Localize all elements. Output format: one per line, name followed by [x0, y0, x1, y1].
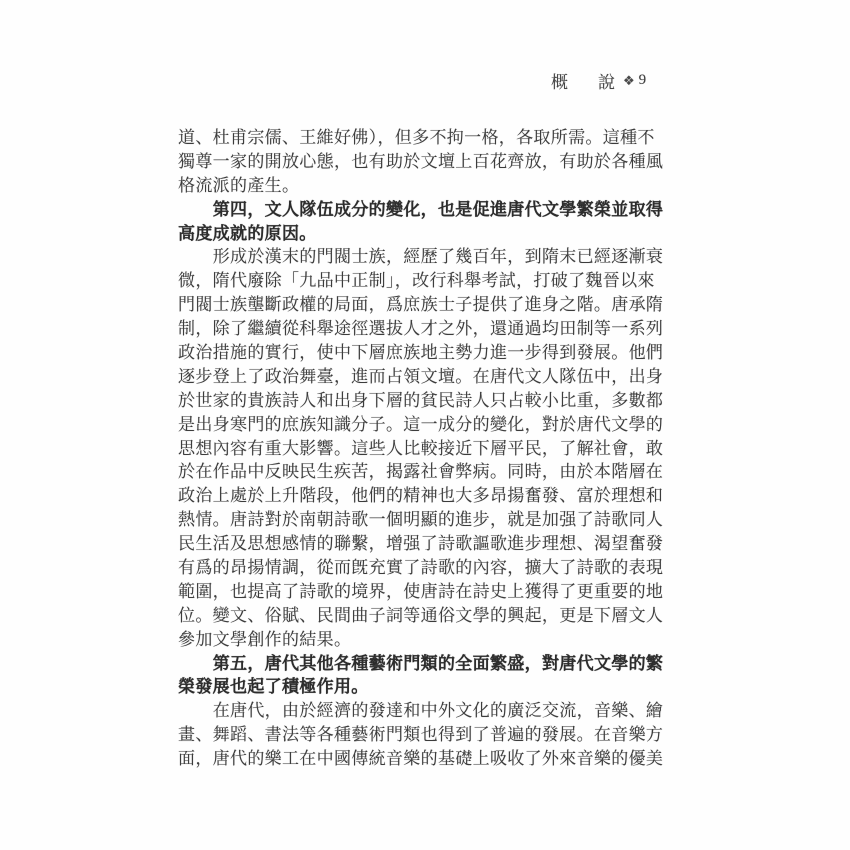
text-line: 政治上處於上升階段，他們的精神也大多昂揚奮發、富於理想和 [178, 486, 664, 506]
text-line: 榮發展也起了積極作用。 [178, 677, 369, 697]
text-line: 制，除了繼續從科舉途徑選拔人才之外，還通過均田制等一系列 [178, 319, 664, 339]
text-line: 有爲的昂揚情調，從而旣充實了詩歌的內容，擴大了詩歌的表現 [178, 558, 664, 578]
text-line: 政治措施的實行，使中下層庶族地主勢力進一步得到發展。他們 [178, 343, 664, 363]
text-line: 思想內容有重大影響。這些人比較接近下層平民，了解社會，敢 [178, 438, 664, 458]
text-line: 逐步登上了政治舞臺，進而占領文壇。在唐代文人隊伍中，出身 [178, 366, 664, 386]
ornament-icon: ❖ [623, 72, 635, 88]
text-line: 於在作品中反映民生疾苦，揭露社會弊病。同時，由於本階層在 [178, 462, 664, 482]
text-line: 道、杜甫宗儒、王維好佛），但多不拘一格，各取所需。這種不 [178, 128, 655, 147]
body-text-block [178, 126, 665, 771]
running-head [551, 69, 646, 91]
text-line: 形成於漢末的門閥士族，經歷了幾百年，到隋末已經逐漸衰 [212, 247, 664, 267]
paragraph [178, 126, 665, 198]
text-line: 於世家的貴族詩人和出身下層的貧民詩人只占較小比重，多數都 [178, 390, 664, 410]
text-line: 格流派的產生。 [178, 175, 300, 195]
text-line: 在唐代，由於經濟的發達和中外文化的廣泛交流，音樂、繪 [212, 701, 664, 721]
text-line: 畫、舞蹈、書法等各種藝術門類也得到了普遍的發展。在音樂方 [178, 725, 664, 745]
running-head-chapter-char: 說 [598, 72, 615, 92]
text-line: 是出身寒門的庶族知識分子。這一成分的變化，對於唐代文學的 [178, 414, 664, 434]
text-line: 位。變文、俗賦、民間曲子詞等通俗文學的興起，更是下層文人 [178, 605, 664, 625]
paragraph [178, 699, 665, 771]
text-line: 門閥士族壟斷政權的局面，爲庶族士子提供了進身之階。唐承隋 [178, 295, 664, 315]
paragraph [178, 245, 665, 651]
text-line: 範圍，也提高了詩歌的境界，使唐詩在詩史上獲得了更重要的地 [178, 581, 664, 601]
text-line: 熱情。唐詩對於南朝詩歌一個明顯的進步，就是加强了詩歌同人 [178, 510, 664, 530]
text-line: 民生活及思想感情的聯繫，增强了詩歌謳歌進步理想、渴望奮發 [178, 534, 664, 554]
text-line: 面，唐代的樂工在中國傳統音樂的基礎上吸收了外來音樂的優美 [178, 749, 664, 769]
text-line: 第四，文人隊伍成分的變化，也是促進唐代文學繁榮並取得 [212, 199, 664, 219]
text-line: 參加文學創作的結果。 [178, 629, 352, 649]
page-number: 9 [638, 71, 647, 88]
running-head-chapter-char: 概 [551, 72, 568, 92]
text-line: 微，隋代廢除「九品中正制」，改行科舉考試，打破了魏晉以來 [178, 271, 655, 291]
text-line: 高度成就的原因。 [178, 223, 317, 243]
paragraph-heading [178, 198, 665, 246]
paragraph-heading [178, 652, 665, 700]
text-line: 第五，唐代其他各種藝術門類的全面繁盛，對唐代文學的繁 [212, 653, 664, 673]
text-line: 獨尊一家的開放心態，也有助於文壇上百花齊放，有助於各種風 [178, 151, 664, 171]
